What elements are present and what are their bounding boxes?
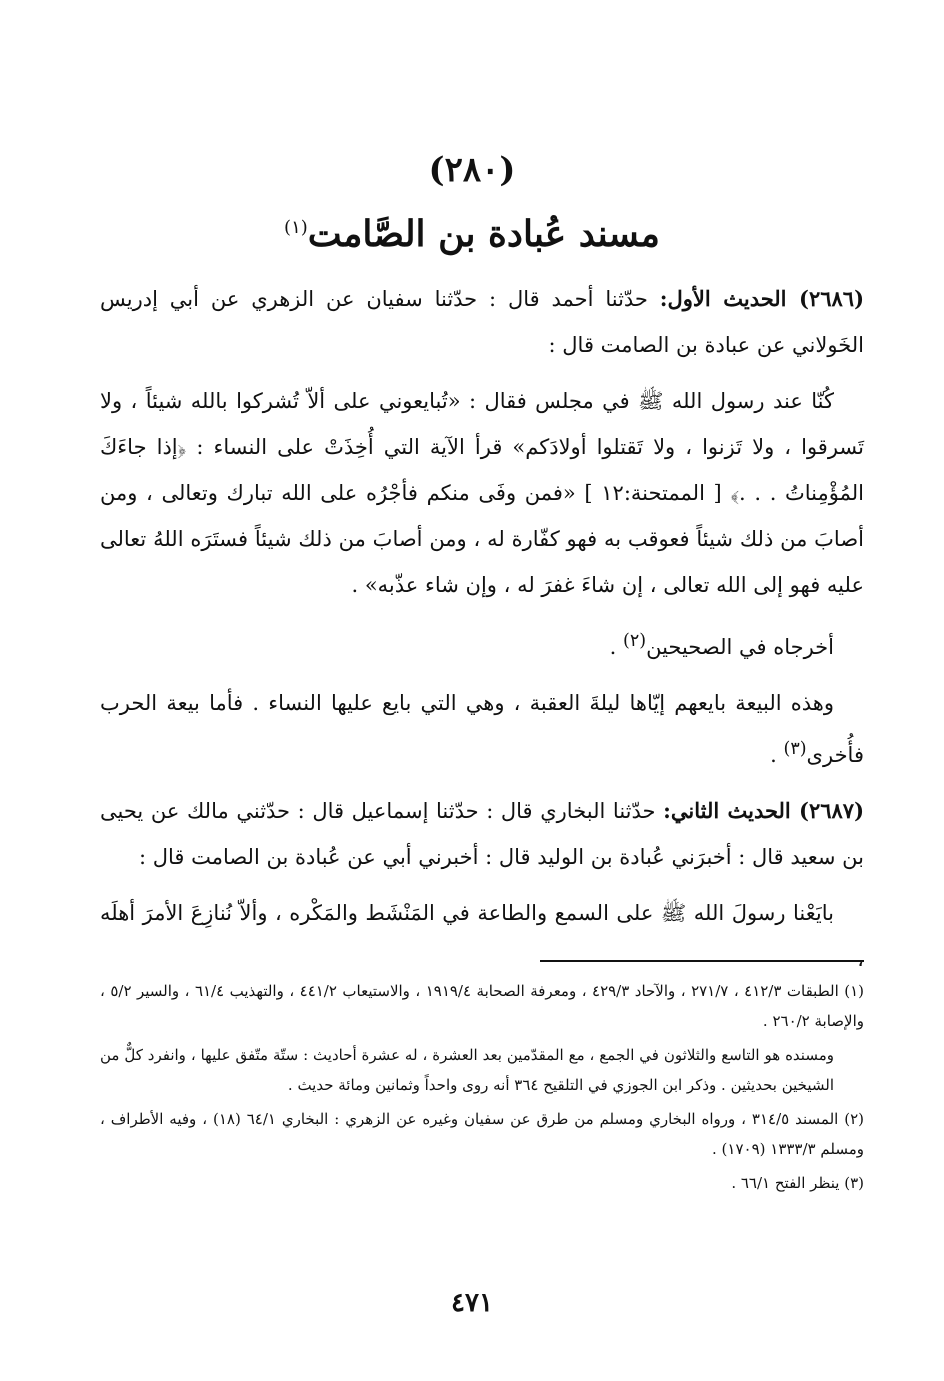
- page-number: ٤٧١: [451, 1288, 493, 1318]
- takhrij-text: أخرجاه في الصحيحين: [646, 635, 834, 659]
- hadith-1-text: كُنّا عند رسول الله ﷺ في مجلس فقال : «تُبايعوني على ألاّ تُشركوا بالله شيئاً ، ولا تَسرقوا ، ولا تَزنوا ، ولا تَقتلوا أولادَكم» قرأ الآية التي أُخِذَتْ على النساء : ﴿إذا جاءَكَ المُؤْمِناتُ . . .﴾ [ الممتحنة:١٢ ] «فمن وفَى منكم فأجْرُه على الله تبارك وتعالى ، ومن أصابَ من ذلك شيئاً فعوقب به فهو كفّارة له ، ومن أصابَ من ذلك شيئاً فستَرَه اللهُ تعالى عليه فهو إلى الله تعالى ، إن شاءَ غفرَ له ، وإن شاء عذّبه» .: [100, 389, 864, 597]
- title-text: مسند عُبادة بن الصَّامت: [307, 213, 660, 255]
- footnote-3: (٣) ينظر الفتح ٦٦/١ .: [731, 1174, 864, 1192]
- footnote-1-continuation: ومسنده هو التاسع والثلاثون في الجمع ، مع المقدّمين بعد العشرة ، له عشرة أحاديث : ستّة متّفق عليها ، وانفرد كلٌّ من الشيخين بحديثين . وذكر ابن الجوزي في التلقيح ٣٦٤ أنه روى واحداً وثمانين ومائة حديث .: [100, 1046, 834, 1094]
- footnote-1: (١) الطبقات ٤١٢/٣ ، ٢٧١/٧ ، والآحاد ٤٢٩/٣ ، ومعرفة الصحابة ١٩١٩/٤ ، والاستيعاب ٤٤١/٢ ، والتهذيب ٦١/٤ ، والسير ٥/٢ ، والإصابة ٢٦٠/٢ .: [100, 982, 864, 1030]
- hadith-2-isnad: حدّثنا البخاري قال : حدّثنا إسماعيل قال : حدّثني مالك عن يحيى بن سعيد قال : أخبرَني عُبادة بن الوليد قال : أخبرني أبي عن عُبادة بن الصامت قال :: [100, 799, 864, 869]
- footnote-divider: [540, 960, 864, 962]
- hadith-1-isnad: حدّثنا أحمد قال : حدّثنا سفيان عن الزهري عن أبي إدريس الخَولاني عن عبادة بن الصامت قال :: [100, 287, 864, 357]
- hadith-1-takhrij: أخرجاه في الصحيحين$^{(٢)}$ .: [609, 631, 834, 659]
- page-title: [0, 213, 944, 255]
- hadith-2-text: بايَعْنا رسولَ الله ﷺ على السمع والطاعة في المَنْشَط والمَكْره ، وألاّ نُنازِعَ الأمرَ أهلَه ،: [100, 901, 864, 971]
- title-footnote-ref: (١): [284, 217, 308, 238]
- comment-text: وهذه البيعة بايعهم إيّاها ليلةَ العقبة ، وهي التي بايع عليها النساء . فأما بيعة الحرب فأُخرى: [100, 691, 864, 767]
- hadith-2-label: (٢٦٨٧) الحديث الثاني:: [663, 798, 865, 823]
- main-text: [100, 276, 864, 992]
- comment-footnote-ref: (٣): [783, 739, 807, 759]
- hadith-1-isnad-paragraph: [100, 276, 864, 368]
- takhrij-footnote-ref: (٢): [623, 631, 647, 651]
- musnad-number: (٢٨٠): [428, 150, 516, 190]
- footnote-2: (٢) المسند ٣١٤/٥ ، ورواه البخاري ومسلم من طرق عن سفيان وغيره عن الزهري : البخاري ٦٤/١ (١٨) ، وفيه الأطراف ، ومسلم ١٣٣٣/٣ (١٧٠٩) .: [100, 1110, 864, 1158]
- hadith-1-comment: وهذه البيعة بايعهم إيّاها ليلةَ العقبة ، وهي التي بايع عليها النساء . فأما بيعة الحرب فأُخرى$^{(٣)}$ .: [100, 691, 864, 767]
- footnotes: [100, 976, 864, 1202]
- hadith-2-isnad-paragraph: [100, 788, 864, 880]
- hadith-1-label: (٢٦٨٦) الحديث الأول:: [659, 286, 864, 311]
